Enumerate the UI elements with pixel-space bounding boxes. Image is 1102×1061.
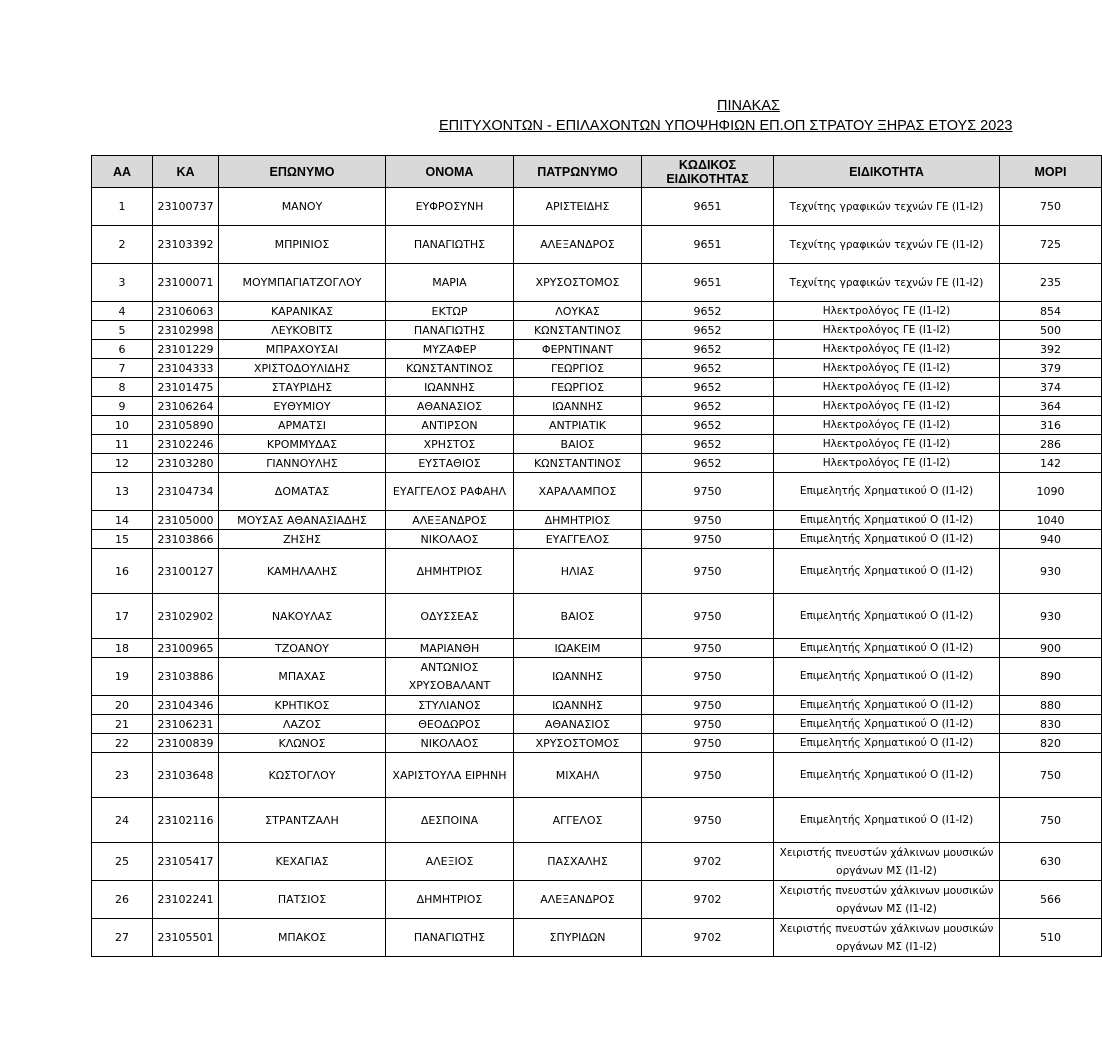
table-row [92, 340, 1102, 359]
cell-specialty-code: 9750 [642, 530, 774, 549]
cell-patronymic: ΧΡΥΣΟΣΤΟΜΟΣ [514, 734, 642, 753]
cell-specialty: Τεχνίτης γραφικών τεχνών ΓΕ (Ι1-Ι2) [774, 264, 1000, 302]
cell-surname: ΧΡΙΣΤΟΔΟΥΛΙΔΗΣ [219, 359, 386, 378]
cell-ka: 23103392 [153, 226, 219, 264]
cell-ka: 23100965 [153, 639, 219, 658]
cell-aa: 20 [92, 696, 153, 715]
cell-surname: ΚΑΜΗΛΑΛΗΣ [219, 549, 386, 594]
cell-points: 392 [1000, 340, 1102, 359]
table-row [92, 359, 1102, 378]
cell-aa: 18 [92, 639, 153, 658]
cell-surname: ΚΑΡΑΝΙΚΑΣ [219, 302, 386, 321]
cell-aa: 12 [92, 454, 153, 473]
cell-aa: 25 [92, 843, 153, 881]
cell-specialty-code: 9652 [642, 302, 774, 321]
cell-surname: ΚΩΣΤΟΓΛΟΥ [219, 753, 386, 798]
cell-name: ΜΑΡΙΑΝΘΗ [386, 639, 514, 658]
cell-surname: ΜΠΡΙΝΙΟΣ [219, 226, 386, 264]
cell-ka: 23106063 [153, 302, 219, 321]
cell-surname: ΜΟΥΣΑΣ ΑΘΑΝΑΣΙΑΔΗΣ [219, 511, 386, 530]
cell-name: ΘΕΟΔΩΡΟΣ [386, 715, 514, 734]
cell-surname: ΝΑΚΟΥΛΑΣ [219, 594, 386, 639]
cell-patronymic: ΒΑΙΟΣ [514, 594, 642, 639]
results-table [91, 155, 1102, 957]
cell-specialty: Επιμελητής Χρηματικού Ο (Ι1-Ι2) [774, 734, 1000, 753]
cell-name: ΠΑΝΑΓΙΩΤΗΣ [386, 919, 514, 957]
cell-specialty: Ηλεκτρολόγος ΓΕ (Ι1-Ι2) [774, 416, 1000, 435]
cell-aa: 19 [92, 658, 153, 696]
cell-patronymic: ΚΩΝΣΤΑΝΤΙΝΟΣ [514, 321, 642, 340]
column-header-specialty: ΕΙΔΙΚΟΤΗΤΑ [774, 156, 1000, 188]
table-row [92, 919, 1102, 957]
cell-points: 1040 [1000, 511, 1102, 530]
cell-specialty: Ηλεκτρολόγος ΓΕ (Ι1-Ι2) [774, 340, 1000, 359]
table-row [92, 416, 1102, 435]
cell-name: ΧΑΡΙΣΤΟΥΛΑ ΕΙΡΗΝΗ [386, 753, 514, 798]
cell-patronymic: ΕΥΑΓΓΕΛΟΣ [514, 530, 642, 549]
table-body [92, 188, 1102, 957]
cell-name: ΣΤΥΛΙΑΝΟΣ [386, 696, 514, 715]
table-row [92, 881, 1102, 919]
cell-points: 566 [1000, 881, 1102, 919]
cell-points: 940 [1000, 530, 1102, 549]
cell-points: 142 [1000, 454, 1102, 473]
cell-patronymic: ΙΩΑΝΝΗΣ [514, 658, 642, 696]
cell-patronymic: ΑΓΓΕΛΟΣ [514, 798, 642, 843]
cell-points: 725 [1000, 226, 1102, 264]
cell-name: ΚΩΝΣΤΑΝΤΙΝΟΣ [386, 359, 514, 378]
cell-specialty: Επιμελητής Χρηματικού Ο (Ι1-Ι2) [774, 715, 1000, 734]
cell-specialty-code: 9750 [642, 473, 774, 511]
table-row [92, 226, 1102, 264]
cell-ka: 23103648 [153, 753, 219, 798]
cell-patronymic: ΗΛΙΑΣ [514, 549, 642, 594]
cell-surname: ΚΕΧΑΓΙΑΣ [219, 843, 386, 881]
document-title: ΠΙΝΑΚΑΣ [717, 98, 780, 114]
cell-specialty-code: 9702 [642, 881, 774, 919]
cell-name: ΟΔΥΣΣΕΑΣ [386, 594, 514, 639]
cell-patronymic: ΓΕΩΡΓΙΟΣ [514, 378, 642, 397]
cell-specialty: Χειριστής πνευστών χάλκινων μουσικών οργάνων ΜΣ (Ι1-Ι2) [774, 881, 1000, 919]
cell-name: ΜΥΖΑΦΕΡ [386, 340, 514, 359]
cell-name: ΑΛΕΞΑΝΔΡΟΣ [386, 511, 514, 530]
cell-specialty-code: 9702 [642, 919, 774, 957]
cell-aa: 26 [92, 881, 153, 919]
cell-patronymic: ΙΩΑΝΝΗΣ [514, 696, 642, 715]
cell-aa: 27 [92, 919, 153, 957]
cell-ka: 23104346 [153, 696, 219, 715]
table-row [92, 753, 1102, 798]
cell-surname: ΤΖΟΑΝΟΥ [219, 639, 386, 658]
cell-surname: ΠΑΤΣΙΟΣ [219, 881, 386, 919]
cell-points: 510 [1000, 919, 1102, 957]
cell-specialty-code: 9750 [642, 549, 774, 594]
cell-surname: ΓΙΑΝΝΟΥΛΗΣ [219, 454, 386, 473]
cell-specialty: Επιμελητής Χρηματικού Ο (Ι1-Ι2) [774, 511, 1000, 530]
cell-name: ΠΑΝΑΓΙΩΤΗΣ [386, 226, 514, 264]
cell-aa: 22 [92, 734, 153, 753]
cell-patronymic: ΔΗΜΗΤΡΙΟΣ [514, 511, 642, 530]
cell-ka: 23105890 [153, 416, 219, 435]
cell-aa: 10 [92, 416, 153, 435]
cell-surname: ΑΡΜΑΤΣΙ [219, 416, 386, 435]
table-row [92, 798, 1102, 843]
cell-specialty: Ηλεκτρολόγος ΓΕ (Ι1-Ι2) [774, 321, 1000, 340]
cell-name: ΝΙΚΟΛΑΟΣ [386, 530, 514, 549]
cell-ka: 23100839 [153, 734, 219, 753]
cell-specialty-code: 9651 [642, 226, 774, 264]
column-header-points: ΜΟΡΙ [1000, 156, 1102, 188]
cell-aa: 23 [92, 753, 153, 798]
cell-points: 930 [1000, 594, 1102, 639]
column-header-specialty-code: ΚΩΔΙΚΟΣ ΕΙΔΙΚΟΤΗΤΑΣ [642, 156, 774, 188]
cell-specialty-code: 9750 [642, 594, 774, 639]
cell-name: ΕΥΦΡΟΣΥΝΗ [386, 188, 514, 226]
cell-patronymic: ΧΡΥΣΟΣΤΟΜΟΣ [514, 264, 642, 302]
table-row [92, 264, 1102, 302]
cell-surname: ΚΡΟΜΜΥΔΑΣ [219, 435, 386, 454]
cell-specialty: Επιμελητής Χρηματικού Ο (Ι1-Ι2) [774, 473, 1000, 511]
table-row [92, 397, 1102, 416]
cell-specialty: Τεχνίτης γραφικών τεχνών ΓΕ (Ι1-Ι2) [774, 226, 1000, 264]
cell-specialty: Επιμελητής Χρηματικού Ο (Ι1-Ι2) [774, 798, 1000, 843]
cell-ka: 23101475 [153, 378, 219, 397]
cell-specialty: Επιμελητής Χρηματικού Ο (Ι1-Ι2) [774, 639, 1000, 658]
cell-points: 890 [1000, 658, 1102, 696]
cell-surname: ΖΗΣΗΣ [219, 530, 386, 549]
cell-specialty-code: 9750 [642, 734, 774, 753]
cell-ka: 23102241 [153, 881, 219, 919]
table-row [92, 715, 1102, 734]
cell-aa: 17 [92, 594, 153, 639]
cell-patronymic: ΑΛΕΞΑΝΔΡΟΣ [514, 881, 642, 919]
cell-surname: ΜΑΝΟΥ [219, 188, 386, 226]
cell-patronymic: ΙΩΑΚΕΙΜ [514, 639, 642, 658]
cell-specialty-code: 9651 [642, 188, 774, 226]
cell-ka: 23101229 [153, 340, 219, 359]
table-header-row [92, 156, 1102, 188]
cell-points: 854 [1000, 302, 1102, 321]
cell-specialty: Ηλεκτρολόγος ΓΕ (Ι1-Ι2) [774, 378, 1000, 397]
cell-name: ΠΑΝΑΓΙΩΤΗΣ [386, 321, 514, 340]
cell-ka: 23103886 [153, 658, 219, 696]
cell-points: 930 [1000, 549, 1102, 594]
cell-aa: 13 [92, 473, 153, 511]
cell-points: 880 [1000, 696, 1102, 715]
cell-ka: 23100071 [153, 264, 219, 302]
cell-specialty: Ηλεκτρολόγος ΓΕ (Ι1-Ι2) [774, 302, 1000, 321]
cell-patronymic: ΙΩΑΝΝΗΣ [514, 397, 642, 416]
cell-name: ΕΥΑΓΓΕΛΟΣ ΡΑΦΑΗΛ [386, 473, 514, 511]
column-header-aa: ΑΑ [92, 156, 153, 188]
cell-points: 316 [1000, 416, 1102, 435]
cell-aa: 21 [92, 715, 153, 734]
cell-points: 286 [1000, 435, 1102, 454]
cell-specialty-code: 9750 [642, 511, 774, 530]
cell-ka: 23105501 [153, 919, 219, 957]
table-row [92, 734, 1102, 753]
cell-ka: 23103866 [153, 530, 219, 549]
table-row [92, 658, 1102, 696]
cell-specialty: Χειριστής πνευστών χάλκινων μουσικών οργάνων ΜΣ (Ι1-Ι2) [774, 919, 1000, 957]
cell-points: 750 [1000, 188, 1102, 226]
cell-ka: 23102902 [153, 594, 219, 639]
cell-surname: ΕΥΘΥΜΙΟΥ [219, 397, 386, 416]
cell-surname: ΛΕΥΚΟΒΙΤΣ [219, 321, 386, 340]
cell-surname: ΜΠΡΑΧΟΥΣΑΙ [219, 340, 386, 359]
cell-specialty-code: 9652 [642, 397, 774, 416]
cell-ka: 23104734 [153, 473, 219, 511]
cell-specialty-code: 9652 [642, 416, 774, 435]
cell-name: ΕΚΤΩΡ [386, 302, 514, 321]
cell-aa: 4 [92, 302, 153, 321]
cell-specialty-code: 9702 [642, 843, 774, 881]
cell-name: ΔΗΜΗΤΡΙΟΣ [386, 881, 514, 919]
cell-specialty-code: 9750 [642, 798, 774, 843]
cell-surname: ΛΑΖΟΣ [219, 715, 386, 734]
table-row [92, 511, 1102, 530]
cell-points: 364 [1000, 397, 1102, 416]
cell-specialty-code: 9652 [642, 340, 774, 359]
results-table-container [91, 155, 1067, 965]
cell-specialty: Ηλεκτρολόγος ΓΕ (Ι1-Ι2) [774, 359, 1000, 378]
table-row [92, 302, 1102, 321]
cell-specialty-code: 9750 [642, 753, 774, 798]
table-row [92, 843, 1102, 881]
cell-aa: 11 [92, 435, 153, 454]
cell-aa: 6 [92, 340, 153, 359]
cell-surname: ΜΠΑΚΟΣ [219, 919, 386, 957]
cell-name: ΧΡΗΣΤΟΣ [386, 435, 514, 454]
cell-name: ΜΑΡΙΑ [386, 264, 514, 302]
table-row [92, 378, 1102, 397]
cell-specialty-code: 9750 [642, 658, 774, 696]
cell-aa: 14 [92, 511, 153, 530]
cell-points: 830 [1000, 715, 1102, 734]
table-row [92, 454, 1102, 473]
cell-aa: 9 [92, 397, 153, 416]
table-row [92, 696, 1102, 715]
cell-patronymic: ΑΘΑΝΑΣΙΟΣ [514, 715, 642, 734]
table-row [92, 321, 1102, 340]
document-subtitle: ΕΠΙΤΥΧΟΝΤΩΝ - ΕΠΙΛΑΧΟΝΤΩΝ ΥΠΟΨΗΦΙΩΝ ΕΠ.ΟΠ ΣΤΡΑΤΟΥ ΞΗΡΑΣ ΕΤΟΥΣ 2023 [439, 118, 1013, 134]
cell-aa: 15 [92, 530, 153, 549]
cell-surname: ΜΠΑΧΑΣ [219, 658, 386, 696]
cell-specialty: Ηλεκτρολόγος ΓΕ (Ι1-Ι2) [774, 435, 1000, 454]
cell-surname: ΣΤΑΥΡΙΔΗΣ [219, 378, 386, 397]
cell-points: 630 [1000, 843, 1102, 881]
cell-patronymic: ΓΕΩΡΓΙΟΣ [514, 359, 642, 378]
table-row [92, 549, 1102, 594]
cell-ka: 23100127 [153, 549, 219, 594]
cell-specialty: Επιμελητής Χρηματικού Ο (Ι1-Ι2) [774, 549, 1000, 594]
cell-ka: 23102246 [153, 435, 219, 454]
cell-points: 900 [1000, 639, 1102, 658]
cell-specialty: Τεχνίτης γραφικών τεχνών ΓΕ (Ι1-Ι2) [774, 188, 1000, 226]
cell-name: ΙΩΑΝΝΗΣ [386, 378, 514, 397]
cell-specialty-code: 9750 [642, 715, 774, 734]
cell-points: 1090 [1000, 473, 1102, 511]
cell-specialty-code: 9750 [642, 696, 774, 715]
cell-name: ΝΙΚΟΛΑΟΣ [386, 734, 514, 753]
cell-specialty: Χειριστής πνευστών χάλκινων μουσικών οργάνων ΜΣ (Ι1-Ι2) [774, 843, 1000, 881]
cell-aa: 8 [92, 378, 153, 397]
cell-patronymic: ΠΑΣΧΑΛΗΣ [514, 843, 642, 881]
cell-ka: 23102998 [153, 321, 219, 340]
cell-surname: ΣΤΡΑΝΤΖΑΛΗ [219, 798, 386, 843]
cell-patronymic: ΑΝΤΡΙΑΤΙΚ [514, 416, 642, 435]
cell-specialty-code: 9652 [642, 435, 774, 454]
cell-specialty: Επιμελητής Χρηματικού Ο (Ι1-Ι2) [774, 658, 1000, 696]
cell-points: 750 [1000, 798, 1102, 843]
cell-points: 379 [1000, 359, 1102, 378]
cell-patronymic: ΦΕΡΝΤΙΝΑΝΤ [514, 340, 642, 359]
cell-ka: 23100737 [153, 188, 219, 226]
cell-specialty-code: 9652 [642, 359, 774, 378]
cell-aa: 1 [92, 188, 153, 226]
cell-surname: ΚΛΩΝΟΣ [219, 734, 386, 753]
cell-aa: 7 [92, 359, 153, 378]
column-header-name: ΟΝΟΜΑ [386, 156, 514, 188]
cell-specialty-code: 9651 [642, 264, 774, 302]
cell-name: ΑΝΤΩΝΙΟΣ ΧΡΥΣΟΒΑΛΑΝΤ [386, 658, 514, 696]
table-row [92, 530, 1102, 549]
cell-surname: ΚΡΗΤΙΚΟΣ [219, 696, 386, 715]
table-row [92, 473, 1102, 511]
cell-points: 500 [1000, 321, 1102, 340]
column-header-ka: ΚΑ [153, 156, 219, 188]
document-heading [0, 97, 1061, 139]
cell-name: ΔΗΜΗΤΡΙΟΣ [386, 549, 514, 594]
cell-aa: 16 [92, 549, 153, 594]
cell-name: ΔΕΣΠΟΙΝΑ [386, 798, 514, 843]
cell-aa: 2 [92, 226, 153, 264]
cell-name: ΑΝΤΙΡΣΟΝ [386, 416, 514, 435]
cell-patronymic: ΧΑΡΑΛΑΜΠΟΣ [514, 473, 642, 511]
table-row [92, 188, 1102, 226]
cell-points: 750 [1000, 753, 1102, 798]
cell-specialty: Επιμελητής Χρηματικού Ο (Ι1-Ι2) [774, 696, 1000, 715]
cell-specialty: Ηλεκτρολόγος ΓΕ (Ι1-Ι2) [774, 454, 1000, 473]
cell-ka: 23104333 [153, 359, 219, 378]
table-row [92, 594, 1102, 639]
cell-specialty-code: 9652 [642, 321, 774, 340]
cell-specialty-code: 9750 [642, 639, 774, 658]
table-row [92, 435, 1102, 454]
cell-surname: ΔΟΜΑΤΑΣ [219, 473, 386, 511]
column-header-surname: ΕΠΩΝΥΜΟ [219, 156, 386, 188]
cell-surname: ΜΟΥΜΠΑΓΙΑΤΖΟΓΛΟΥ [219, 264, 386, 302]
cell-patronymic: ΑΡΙΣΤΕΙΔΗΣ [514, 188, 642, 226]
cell-name: ΑΛΕΞΙΟΣ [386, 843, 514, 881]
cell-ka: 23103280 [153, 454, 219, 473]
cell-patronymic: ΑΛΕΞΑΝΔΡΟΣ [514, 226, 642, 264]
cell-aa: 5 [92, 321, 153, 340]
cell-specialty: Ηλεκτρολόγος ΓΕ (Ι1-Ι2) [774, 397, 1000, 416]
cell-specialty: Επιμελητής Χρηματικού Ο (Ι1-Ι2) [774, 530, 1000, 549]
column-header-patronymic: ΠΑΤΡΩΝΥΜΟ [514, 156, 642, 188]
table-row [92, 639, 1102, 658]
cell-patronymic: ΣΠΥΡΙΔΩΝ [514, 919, 642, 957]
cell-specialty-code: 9652 [642, 454, 774, 473]
cell-ka: 23106264 [153, 397, 219, 416]
cell-specialty: Επιμελητής Χρηματικού Ο (Ι1-Ι2) [774, 594, 1000, 639]
cell-patronymic: ΒΑΙΟΣ [514, 435, 642, 454]
cell-patronymic: ΜΙΧΑΗΛ [514, 753, 642, 798]
cell-specialty-code: 9652 [642, 378, 774, 397]
cell-ka: 23105000 [153, 511, 219, 530]
cell-ka: 23105417 [153, 843, 219, 881]
cell-points: 374 [1000, 378, 1102, 397]
cell-points: 235 [1000, 264, 1102, 302]
cell-specialty: Επιμελητής Χρηματικού Ο (Ι1-Ι2) [774, 753, 1000, 798]
cell-name: ΑΘΑΝΑΣΙΟΣ [386, 397, 514, 416]
cell-ka: 23102116 [153, 798, 219, 843]
cell-patronymic: ΚΩΝΣΤΑΝΤΙΝΟΣ [514, 454, 642, 473]
cell-name: ΕΥΣΤΑΘΙΟΣ [386, 454, 514, 473]
cell-points: 820 [1000, 734, 1102, 753]
cell-ka: 23106231 [153, 715, 219, 734]
cell-aa: 24 [92, 798, 153, 843]
cell-patronymic: ΛΟΥΚΑΣ [514, 302, 642, 321]
cell-aa: 3 [92, 264, 153, 302]
